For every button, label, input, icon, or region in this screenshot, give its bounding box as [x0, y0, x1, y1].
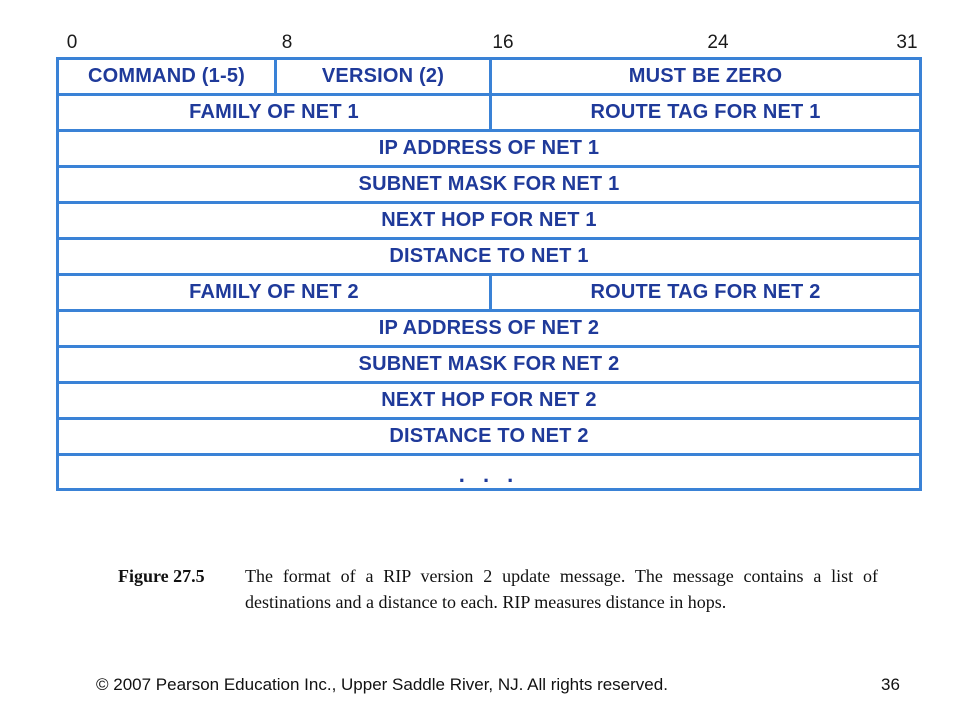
ip-address-row-net-1 [59, 132, 919, 168]
figure-caption [118, 563, 878, 615]
subnet-mask-row-net-1 [59, 168, 919, 204]
command-field: COMMAND (1-5) [87, 65, 246, 87]
distance-row-net-1 [59, 240, 919, 276]
bit-label-0: 0 [66, 32, 78, 53]
distance-row-net-2 [59, 420, 919, 456]
distance-field-net-1: DISTANCE TO NET 1 [389, 245, 589, 267]
subnet-mask-field-net-1: SUBNET MASK FOR NET 1 [358, 173, 620, 195]
family-field-net-1: FAMILY OF NET 1 [189, 101, 359, 123]
continuation-ellipsis: . . . [458, 462, 520, 487]
next-hop-row-net-1 [59, 204, 919, 240]
must-be-zero-field: MUST BE ZERO [489, 60, 919, 93]
ip-address-row-net-2 [59, 312, 919, 348]
bit-label-24: 24 [707, 32, 729, 53]
figure-caption-text: The format of a RIP version 2 update message. The message contains a list of destinations and a distance to each. RIP measures distance in hops. [245, 566, 878, 612]
ip-address-field-net-1: IP ADDRESS OF NET 1 [378, 137, 600, 159]
family-row-net-1 [59, 96, 919, 132]
bit-label-16: 16 [492, 32, 514, 53]
figure-label: Figure 27.5 [118, 566, 205, 586]
route-tag-field-net-2: ROUTE TAG FOR NET 2 [489, 276, 919, 309]
next-hop-row-net-2 [59, 384, 919, 420]
subnet-mask-field-net-2: SUBNET MASK FOR NET 2 [358, 353, 620, 375]
family-field-net-2: FAMILY OF NET 2 [189, 281, 359, 303]
slide-footer [0, 675, 960, 705]
distance-field-net-2: DISTANCE TO NET 2 [389, 425, 589, 447]
subnet-mask-row-net-2 [59, 348, 919, 384]
bit-scale [0, 32, 960, 58]
family-row-net-2 [59, 276, 919, 312]
bit-label-31: 31 [896, 32, 918, 53]
header-row [59, 60, 919, 96]
next-hop-field-net-1: NEXT HOP FOR NET 1 [381, 209, 597, 231]
rip-message-format [56, 57, 922, 491]
bit-label-8: 8 [281, 32, 293, 53]
version-field: VERSION (2) [274, 60, 489, 93]
page-number: 36 [881, 675, 900, 694]
route-tag-field-net-1: ROUTE TAG FOR NET 1 [489, 96, 919, 129]
ip-address-field-net-2: IP ADDRESS OF NET 2 [378, 317, 600, 339]
copyright-notice: © 2007 Pearson Education Inc., Upper Saddle River, NJ. All rights reserved. [96, 675, 668, 694]
next-hop-field-net-2: NEXT HOP FOR NET 2 [381, 389, 597, 411]
continuation-row [59, 456, 919, 488]
